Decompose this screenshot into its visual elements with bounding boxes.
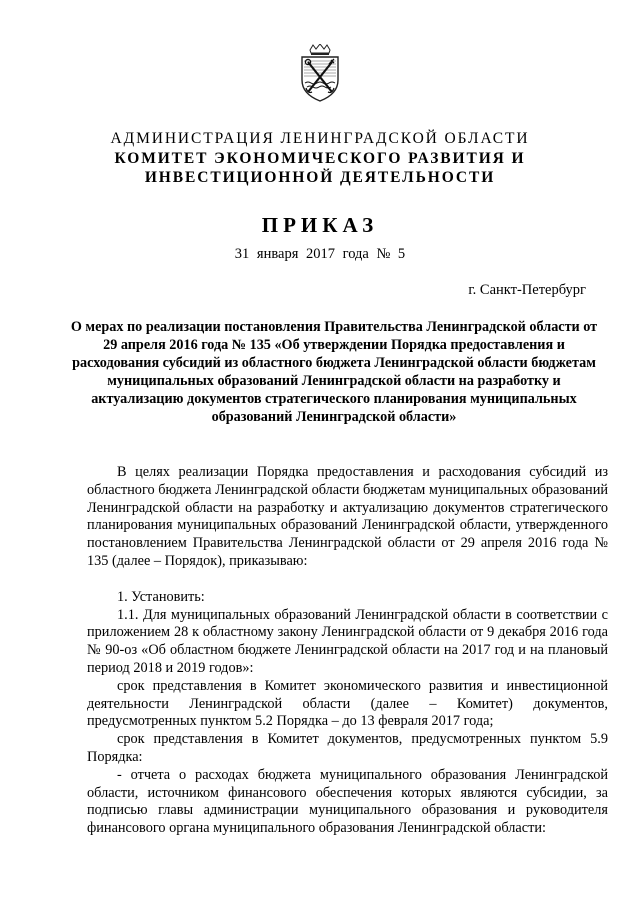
order-place: г. Санкт-Петербург: [468, 282, 586, 298]
committee-name-line1: КОМИТЕТ ЭКОНОМИЧЕСКОГО РАЗВИТИЯ И: [114, 150, 526, 167]
deadline-paragraph-2: срок представления в Комитет документов, предусмотренных пунктом 5.9 Порядка:: [87, 731, 608, 765]
administration-name: АДМИНИСТРАЦИЯ ЛЕНИНГРАДСКОЙ ОБЛАСТИ: [110, 130, 530, 147]
order-title: ПРИКАЗ: [261, 213, 379, 237]
order-subject: О мерах по реализации постановления Правительства Ленинградской области от 29 апреля 2016 года № 135 «Об утверждении Порядка предоставления и расходования субсидий из областного бюджета Ленинградской области бюджетам муниципальных образований Ленинградской области на разработку и актуализацию документов стратегического планирования муниципальных образований Ленинградской области»: [70, 319, 598, 426]
item-1: 1. Установить:: [117, 588, 205, 605]
deadline-paragraph-1: срок представления в Комитет экономического развития и инвестиционной деятельности Ленинградской области (далее – Комитет) документов, предусмотренных пунктом 5.2 Порядка – до 13 февраля 2017 года;: [87, 677, 608, 730]
order-date-number: 31 января 2017 года № 5: [234, 246, 406, 262]
committee-name-line2: ИНВЕСТИЦИОННОЙ ДЕЯТЕЛЬНОСТИ: [144, 169, 496, 186]
preamble-paragraph: В целях реализации Порядка предоставления и расходования субсидий из областного бюджета Ленинградской области бюджетам муниципальных образований Ленинградской области на разработку и актуализацию документов стратегического планирования муниципальных образований Ленинградской области, утвержденного постановлением Правительства Ленинградской области от 29 апреля 2016 года № 135 (далее – Порядок), приказываю:: [87, 464, 608, 569]
item-1-1: 1.1. Для муниципальных образований Ленинградской области в соответствии с приложением 28 к областному закону Ленинградской области от 9 декабря 2016 года № 90-оз «Об областном бюджете Ленинградской области на 2017 год и на плановый период 2018 и 2019 годов»:: [87, 606, 608, 676]
leningrad-oblast-coat-of-arms-icon: [298, 44, 342, 102]
order-body: [87, 464, 608, 838]
report-paragraph: - отчета о расходах бюджета муниципального образования Ленинградской области, источником финансового обеспечения которых являются субсидии, за подписью главы администрации муниципального образования и руководителя финансового органа муниципального образования Ленинградской области:: [87, 766, 608, 837]
